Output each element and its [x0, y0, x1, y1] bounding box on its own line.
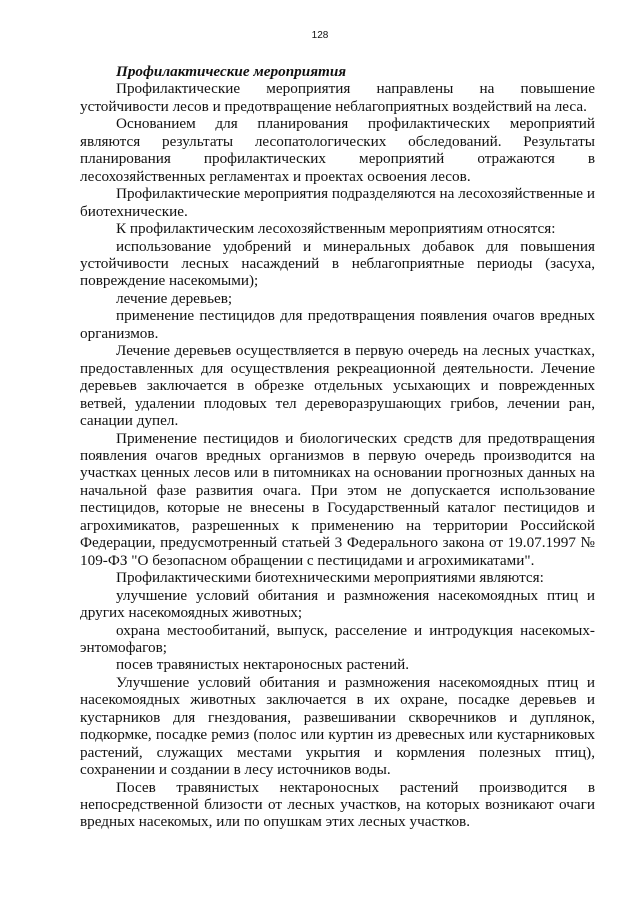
list-item: охрана местообитаний, выпуск, расселение и интродукция насекомых-энтомофагов;: [80, 621, 595, 656]
paragraph: Профилактические мероприятия подразделяются на лесохозяйственные и биотехнические.: [80, 185, 595, 220]
document-body: [80, 63, 595, 831]
list-item: использование удобрений и минеральных добавок для повышения устойчивости лесных насаждений в неблагоприятные периоды (засуха, повреждение насекомыми);: [80, 237, 595, 290]
list-item: лечение деревьев;: [116, 289, 233, 307]
paragraph: Основанием для планирования профилактических мероприятий являются результаты лесопатологических обследований. Результаты планирования профилактических мероприятий отражаются в лесохозяйственных регламентах и проектах освоения лесов.: [80, 115, 595, 185]
paragraph: К профилактическим лесохозяйственным мероприятиям относятся:: [116, 220, 556, 238]
paragraph: Посев травянистых нектароносных растений производится в непосредственной близости от лесных участков, на которых возникают очаги вредных насекомых, или по опушкам этих лесных участков.: [80, 778, 595, 831]
page-number: 128: [311, 30, 329, 41]
list-item: посев травянистых нектароносных растений.: [116, 656, 410, 674]
paragraph: Применение пестицидов и биологических средств для предотвращения появления очагов вредных организмов в первую очередь производится на участках ценных лесов или в питомниках на основании прогнозных данных на начальной фазе развития очага. При этом не допускается использование пестицидов, которые не внесены в Государственный каталог пестицидов и агрохимикатов, разрешенных к применению на территории Российской Федерации, предусмотренный статьей 3 Федерального закона от 19.07.1997 № 109-ФЗ "О безопасном обращении с пестицидами и агрохимикатами".: [80, 429, 595, 569]
paragraph: Улучшение условий обитания и размножения насекомоядных птиц и насекомоядных животных заключается в их охране, посадке деревьев и кустарников для гнездования, развешивании скворечников и дуплянок, подкормке, посадке ремиз (полос или куртин из древесных или кустарниковых растений, служащих местами укрытия и кормления полезных птиц), сохранении и создании в лесу источников воды.: [80, 673, 595, 779]
paragraph: Лечение деревьев осуществляется в первую очередь на лесных участках, предоставленных для осуществления рекреационной деятельности. Лечение деревьев заключается в обрезке отдельных усыхающих и поврежденных ветвей, удалении плодовых тел дереворазрушающих грибов, лечении ран, санации дупел.: [80, 342, 595, 430]
list-item: улучшение условий обитания и размножения насекомоядных птиц и других насекомоядных животных;: [80, 586, 595, 622]
section-title: Профилактические мероприятия: [116, 63, 347, 80]
list-item: применение пестицидов для предотвращения появления очагов вредных организмов.: [80, 307, 595, 342]
paragraph: Профилактическими биотехническими мероприятиями являются:: [116, 569, 544, 587]
paragraph: Профилактические мероприятия направлены на повышение устойчивости лесов и предотвращение неблагоприятных воздействий на леса.: [80, 80, 595, 115]
